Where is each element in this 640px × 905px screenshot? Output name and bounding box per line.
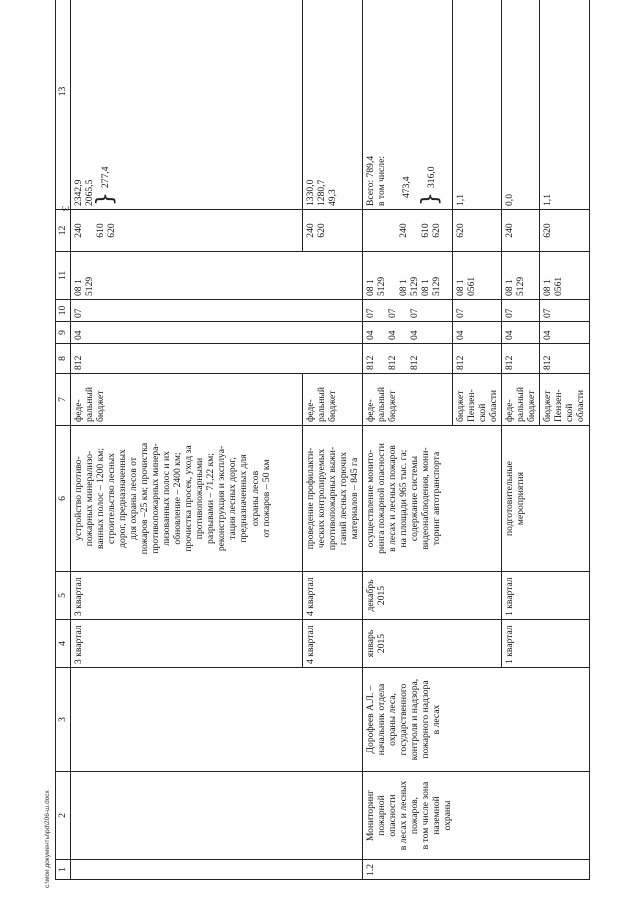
cell-responsible: Дорофеев А.Л. – начальник отдела охраны леса, государственного контроля и надзора, пожарного надзора в лесах [363, 668, 589, 772]
cell-start: 3 квартал [71, 620, 303, 668]
col-header: 10 [56, 300, 71, 322]
cell-end: декабрь 2015 [363, 572, 502, 620]
cell-name [71, 772, 363, 860]
cell-sum: 1330,0 1280,7 49,3 [303, 0, 363, 210]
cell-vr: 240 610 620 [71, 210, 303, 252]
cell-grbs: 812 [453, 344, 502, 374]
cell-num: 1.2 [363, 860, 589, 880]
cell-vr: 240 620 [303, 210, 363, 252]
cell-num [71, 860, 363, 880]
cell-activity: проведение профилакти- ческих контролируемых противопожарных выжи- ганий лесных горючих материалов – 845 га [303, 426, 363, 572]
page-number: 3 [59, 206, 70, 211]
brace-icon: } [93, 192, 119, 206]
cell-start: 4 квартал [303, 620, 363, 668]
cell-source: бюджет Пензен- ской области [540, 374, 589, 426]
col-header: 1 [56, 860, 71, 880]
cell-start: январь 2015 [363, 620, 502, 668]
cell-grbs: 812 [540, 344, 589, 374]
plan-table [55, 0, 590, 880]
cell-csr: 08 1 5129 [71, 252, 363, 300]
cell-grbs: 812 812 812 [363, 344, 453, 374]
col-header: 13 [56, 0, 71, 210]
cell-csr: 08 1 0561 [540, 252, 589, 300]
cell-source: феде- ральный бюджет [502, 374, 540, 426]
col-header: 8 [56, 344, 71, 374]
col-header: 11 [56, 252, 71, 300]
cell-source: бюджет Пензен- ской области [453, 374, 502, 426]
cell-activity: устройство противо- пожарных минерализо- ванных полос – 1200 км; строительство лесных дорог, предназначенных для охраны лесов от пожаров –25 км; прочистка противопожарных минера- лизованных полос и их обновление – 2400 км; прочистка просек, уход за противопожарными разрывами – 71,22 км; реконструкция и эксплуа- тация лесных дорог, предназначенных для охраны лесов от пожаров – 50 км [71, 426, 303, 572]
col-header: 6 [56, 426, 71, 572]
col-header: 2 [56, 772, 71, 860]
cell-csr: 08 1 0561 [453, 252, 502, 300]
cell-rz: 04 [453, 322, 502, 344]
col-header: 9 [56, 322, 71, 344]
cell-end: 3 квартал [71, 572, 303, 620]
table-row [363, 0, 451, 880]
col-header: 3 [56, 668, 71, 772]
cell-pr: 07 [453, 300, 502, 322]
cell-source: феде- ральный бюджет [71, 374, 303, 426]
col-header: 12 [56, 210, 71, 252]
col-header: 5 [56, 572, 71, 620]
cell-sum: 0,0 [502, 0, 540, 210]
cell-pr: 07 [540, 300, 589, 322]
cell-source: феде- ральный бюджет [363, 374, 453, 426]
cell-source: феде- ральный бюджет [303, 374, 363, 426]
cell-sum: 1,1 [453, 0, 502, 210]
cell-sum [71, 0, 303, 210]
cell-vr: 240 610 620 [363, 210, 453, 252]
sum-value-b: 316,0 [425, 166, 437, 188]
cell-rz: 04 [540, 322, 589, 344]
cell-vr: 240 [502, 210, 540, 252]
sum-total: Всего: 789,4 в том числе: [365, 155, 388, 206]
cell-grbs: 812 [502, 344, 540, 374]
sum-brace-value: 277,4 [100, 166, 112, 188]
cell-rz: 04 [502, 322, 540, 344]
table-row [71, 0, 303, 880]
cell-grbs: 812 [71, 344, 363, 374]
cell-pr: 07 [71, 300, 363, 322]
cell-rz: 04 [71, 322, 363, 344]
cell-csr: 08 1 5129 08 1 5129 08 1 5129 [363, 252, 453, 300]
header-row [56, 0, 71, 880]
cell-end: 1 квартал [502, 572, 589, 620]
col-header: 4 [56, 620, 71, 668]
col-header: 7 [56, 374, 71, 426]
cell-activity: подготовительные мероприятия [502, 426, 589, 572]
cell-sum: 1,1 [540, 0, 589, 210]
cell-start: 1 квартал [502, 620, 589, 668]
rotated-table-container [55, 18, 587, 880]
cell-name: Мониторинг пожарной опасности в лесах и лесных пожаров, в том числе зона наземной охраны [363, 772, 589, 860]
cell-rz: 04 04 04 [363, 322, 453, 344]
cell-pr: 07 [502, 300, 540, 322]
cell-activity: осуществление монито- ринга пожарной опасности в лесах и лесных пожаров на площади 965 тыс. га; содержание системы видеонаблюдения, мони- торинг автотранспорта [363, 426, 502, 572]
cell-pr: 07 07 07 [363, 300, 453, 322]
sum-values: 2342,9 2065,5 [73, 179, 96, 206]
cell-vr: 620 [540, 210, 589, 252]
cell-csr: 08 1 5129 [502, 252, 540, 300]
sum-value-a: 473,4 [401, 176, 413, 198]
cell-vr: 620 [453, 210, 502, 252]
cell-responsible [71, 668, 363, 772]
brace-icon: } [418, 192, 444, 206]
cell-sum [363, 0, 453, 210]
cell-end: 4 квартал [303, 572, 363, 620]
footer-path: c:\мои документы\pd\206-ш.docx [44, 790, 51, 888]
